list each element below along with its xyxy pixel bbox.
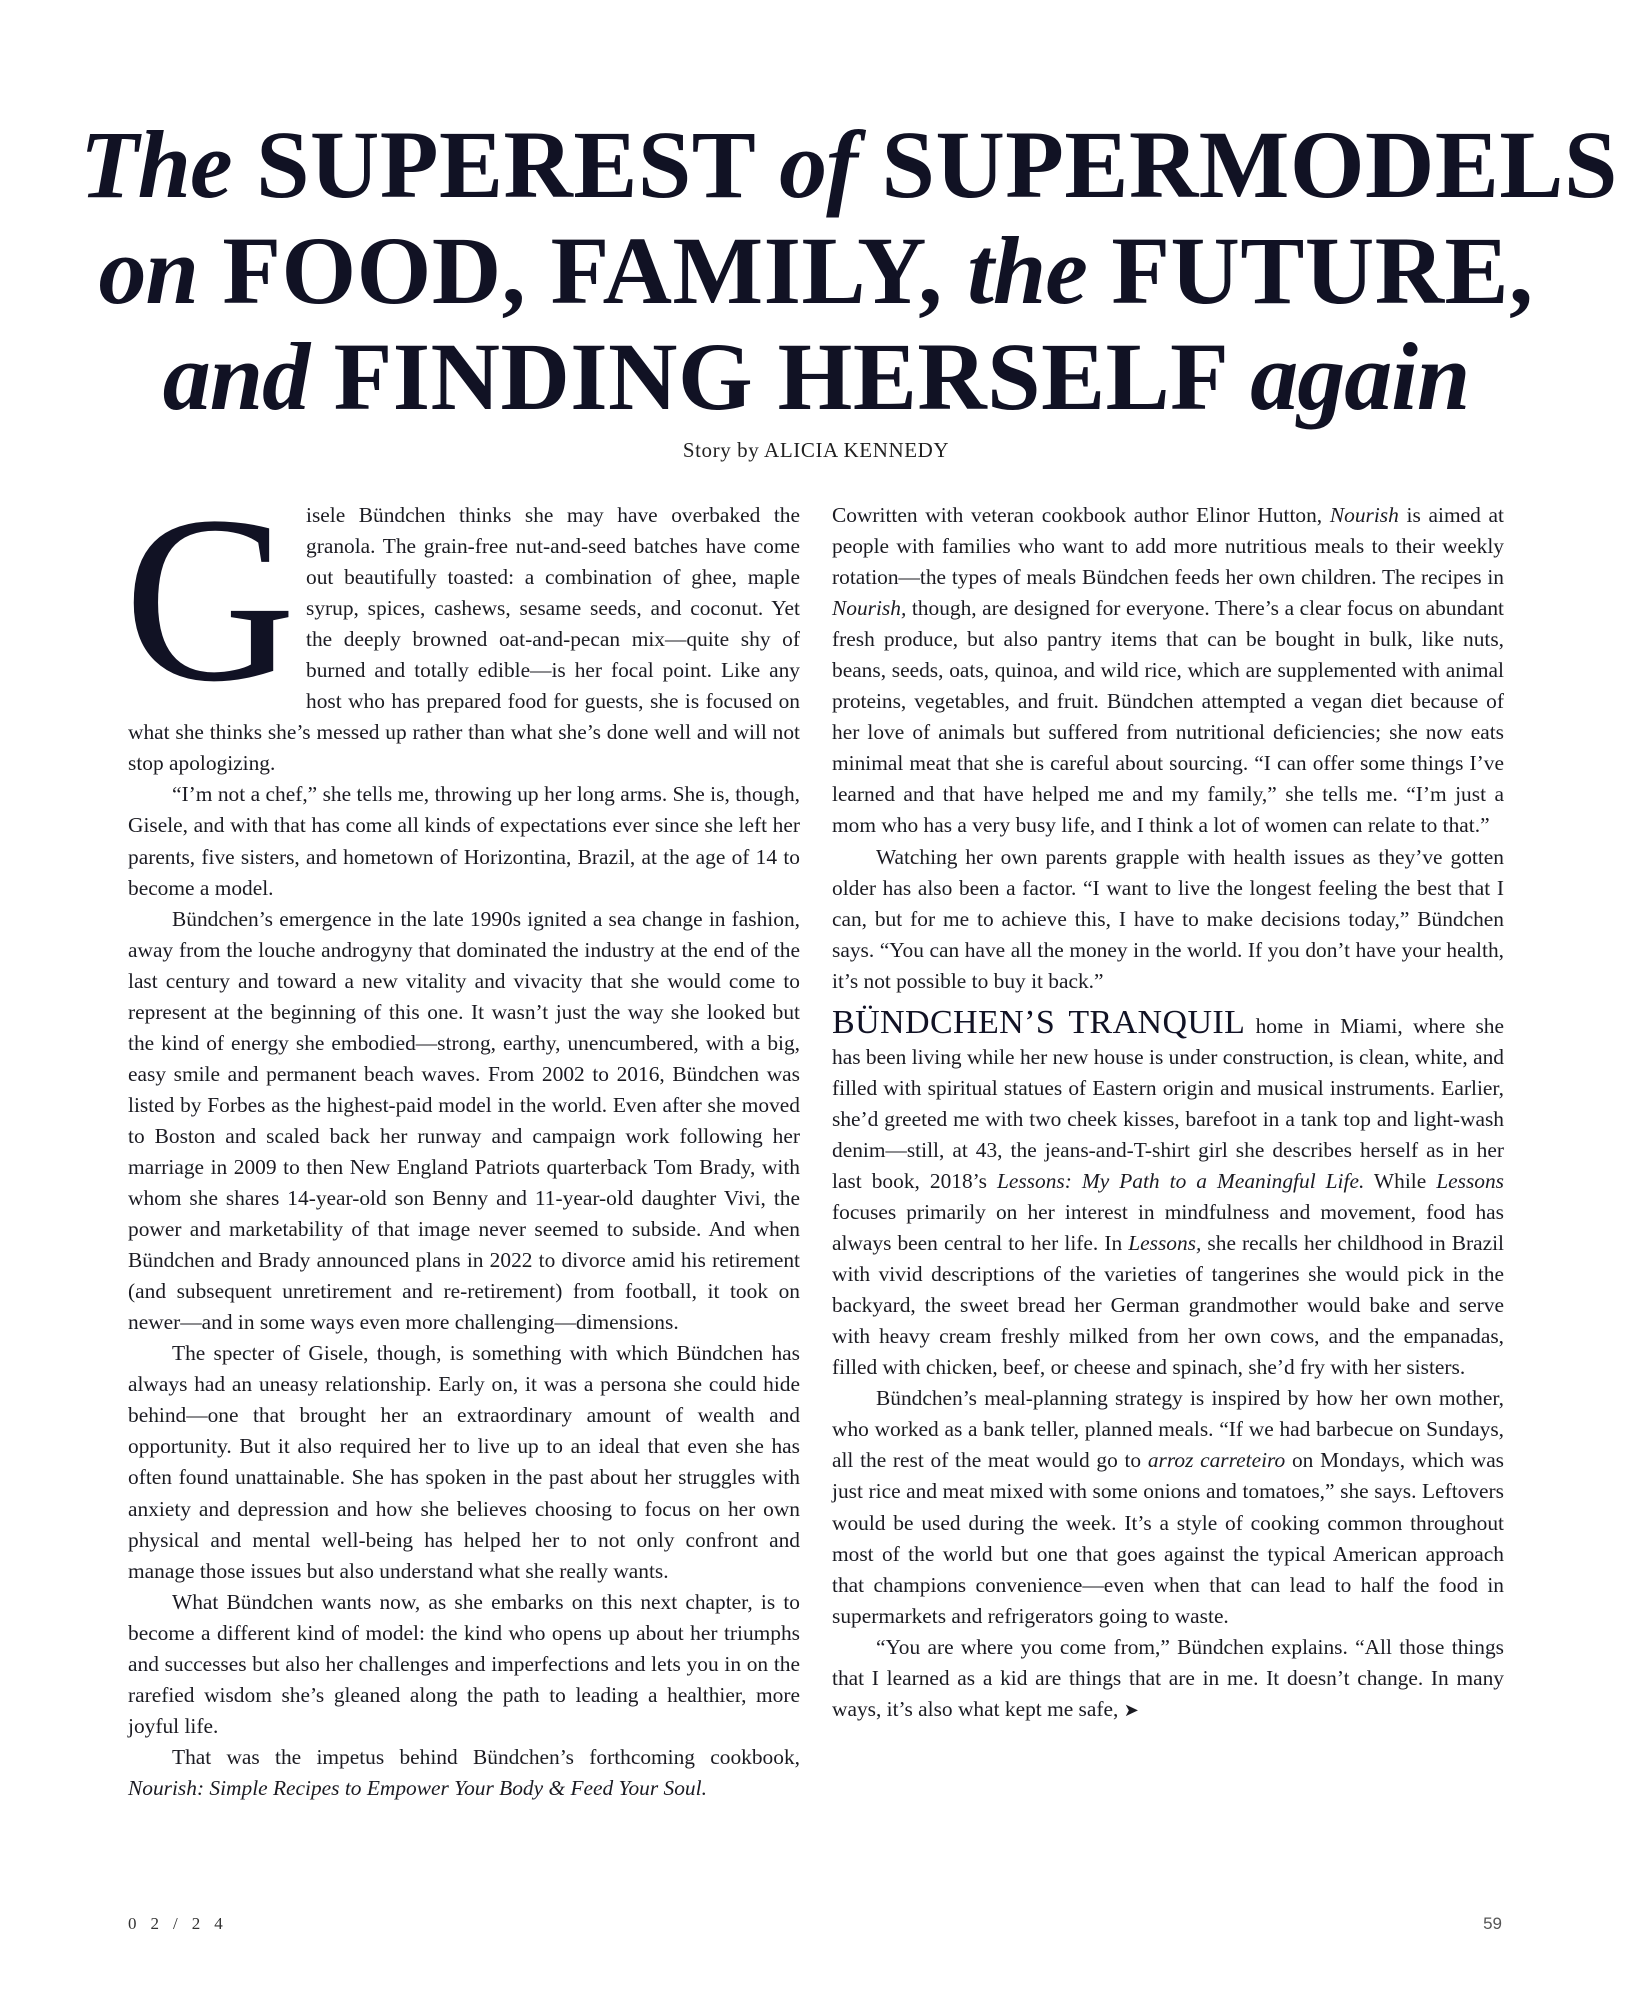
- headline-word: and: [162, 323, 310, 430]
- section-lead-in: BÜNDCHEN’S TRANQUIL: [832, 1003, 1246, 1041]
- paragraph-text: “You are where you come from,” Bündchen explains. “All those things that I learned as a kid are things that are in me. It doesn’t change. In many ways, it’s also what kept me safe,: [832, 1634, 1504, 1721]
- headline-word: on: [98, 217, 198, 324]
- headline-word: SUPEREST: [231, 111, 780, 218]
- paragraph: [128, 1742, 800, 1804]
- headline: [80, 111, 1618, 430]
- headline-word: the: [967, 217, 1087, 324]
- headline-word: FINDING HERSELF: [309, 323, 1251, 430]
- book-title: Nourish: [1329, 503, 1399, 527]
- paragraph: The specter of Gisele, though, is something with which Bündchen has always had an uneasy relationship. Early on, it was a persona she could hide behind—one that brought her an extraordinary amount of wealth and opportunity. But it also required her to live up to an ideal that even she has often found unattainable. She has spoken in the past about her struggles with anxiety and depression and how she believes choosing to focus on her own physical and mental well-being has helped her to not only confront and manage those issues but also understand what she really wants.: [128, 1341, 800, 1583]
- paragraph-text: Bündchen’s meal-planning strategy is inspired by how her own mother, who worked as a bank teller, planned meals. “If we had barbecue on Sundays, all the rest of the meat would go to: [832, 1386, 1504, 1473]
- article-column-right: [832, 500, 1504, 1726]
- article-column-left: [124, 468, 800, 1804]
- paragraph-text: That was the impetus behind Bündchen’s forthcoming cookbook,: [172, 1744, 800, 1769]
- paragraph-text: though, are designed for everyone. There’s a clear focus on abundant fresh produce, but also pantry items that can be bought in bulk, like nuts, beans, seeds, oats, quinoa, and wild rice, which are supplemented with animal proteins, vegetables, and fruit. Bündchen attempted a vegan diet because of her love of animals but suffered from nutritional deficiencies; she now eats minimal meat that she is careful about sourcing. “I can offer some things I’ve learned and that have helped me and my family,” she tells me. “I’m just a mom who has a very busy life, and I think a lot of women can relate to that.”: [832, 596, 1504, 838]
- drop-cap: G: [124, 468, 296, 731]
- paragraph: Watching her own parents grapple with health issues as they’ve gotten older has also been a factor. “I want to live the longest feeling the best that I can, but for me to achieve this, I have to make decisions today,” Bündchen says. “You can have all the money in the world. If you don’t have your health, it’s not possible to buy it back.”: [832, 844, 1504, 993]
- paragraph: [832, 1632, 1504, 1726]
- issue-date: 02/24: [128, 1914, 237, 1933]
- paragraph-text: home in Miami, where she has been living while her new house is under construction, is clean, white, and filled with spiritual statues of Eastern origin and musical instruments. Earlier, she’d greeted me with two cheek kisses, barefoot in a tank top and light-wash denim—still, at 43, the jeans-and-T-shirt girl she describes herself as in her last book, 2018’s: [832, 1013, 1504, 1193]
- headline-word: The: [80, 111, 232, 218]
- paragraph-text: is aimed at people with families who want to add more nutritious meals to their weekly rotation—the types of meals Bündchen feeds her own children. The recipes in: [832, 503, 1504, 590]
- headline-word: SUPERMODELS: [857, 111, 1618, 218]
- book-title: Lessons: My Path to a Meaningful Life.: [996, 1168, 1365, 1193]
- continue-arrow-icon: ➤: [1123, 1699, 1139, 1721]
- paragraph-text: on Mondays, which was just rice and meat mixed with some onions and tomatoes,” she says. Leftovers would be used during the week. It’s a style of cooking common throughout most of the world but one that goes against the typical American approach that champions convenience—even when that can lead to half the food in supermarkets and refrigerators going to waste.: [832, 1448, 1505, 1628]
- paragraph-text: Cowritten with veteran cookbook author Elinor Hutton,: [832, 503, 1330, 527]
- headline-line-2: [80, 218, 1552, 324]
- paragraph: [832, 500, 1504, 842]
- paragraph-text: isele Bündchen thinks she may have overbaked the granola. The grain-free nut-and-seed batches have come out beautifully toasted: a combination of ghee, maple syrup, spices, cashews, sesame seeds, and coconut. Yet the deeply browned oat-and-pecan mix—quite shy of burned and totally edible—is her focal point. Like any host who has prepared food for guests, she is focused on what she thinks she’s messed up rather than what she’s done well and will not stop apologizing.: [128, 503, 800, 776]
- headline-word: again: [1250, 323, 1470, 430]
- book-title: Lessons: [1436, 1168, 1504, 1193]
- paragraph: What Bündchen wants now, as she embarks on this next chapter, is to become a different kind of model: the kind who opens up about her triumphs and successes but also her challenges and imperfections and lets you in on the rarefied wisdom she’s gleaned along the path to leading a healthier, more joyful life.: [128, 1589, 800, 1738]
- paragraph: “I’m not a chef,” she tells me, throwing up her long arms. She is, though, Gisele, and with that has come all kinds of expectations ever since she left her parents, five sisters, and hometown of Horizontina, Brazil, at the age of 14 to become a model.: [128, 782, 800, 900]
- headline-word: of: [779, 111, 858, 218]
- paragraph: [124, 468, 800, 779]
- paragraph-text: focuses primarily on her interest in mindfulness and movement, food has always been central to her life. In: [832, 1200, 1504, 1256]
- paragraph: Bündchen’s emergence in the late 1990s ignited a sea change in fashion, away from the louche androgyny that dominated the industry at the end of the last century and toward a new vitality and vivacity that she would come to represent at the beginning of this one. It wasn’t just the way she looked but the kind of energy she embodied—strong, earthy, unencumbered, with a big, easy smile and permanent beach waves. From 2002 to 2016, Bündchen was listed by Forbes as the highest-paid model in the world. Even after she moved to Boston and scaled back her runway and campaign work following her marriage in 2009 to then New England Patriots quarterback Tom Brady, with whom she shares 14-year-old son Benny and 11-year-old daughter Vivi, the power and marketability of that image never seemed to subside. And when Bündchen and Brady announced plans in 2022 to divorce amid his retirement (and subsequent unretirement and re-retirement) from football, it took on newer—and in some ways even more challenging—dimensions.: [128, 906, 800, 1335]
- paragraph-text: While: [1364, 1168, 1437, 1193]
- headline-line-1: [80, 111, 1618, 218]
- book-title: Lessons,: [1128, 1231, 1202, 1256]
- book-title: Nourish: Simple Recipes to Empower Your Body & Feed Your Soul.: [128, 1775, 707, 1800]
- paragraph: [832, 1003, 1504, 1384]
- headline-line-3: [80, 324, 1552, 430]
- headline-word: FUTURE,: [1086, 217, 1534, 324]
- page-number: 59: [1483, 1914, 1502, 1933]
- paragraph: [832, 1383, 1504, 1631]
- paragraph-text: she recalls her childhood in Brazil with vivid descriptions of the varieties of tangerines she would pick in the backyard, the sweet bread her German grandmother would bake and serve with heavy cream freshly milked from her own cows, and the empanadas, filled with chicken, beef, or cheese and spinach, she’d fry with her sisters.: [832, 1231, 1504, 1380]
- dish-name: arroz carreteiro: [1147, 1448, 1286, 1473]
- byline: Story by ALICIA KENNEDY: [682, 438, 950, 462]
- headline-word: FOOD, FAMILY,: [197, 217, 968, 324]
- book-title: Nourish,: [832, 596, 907, 621]
